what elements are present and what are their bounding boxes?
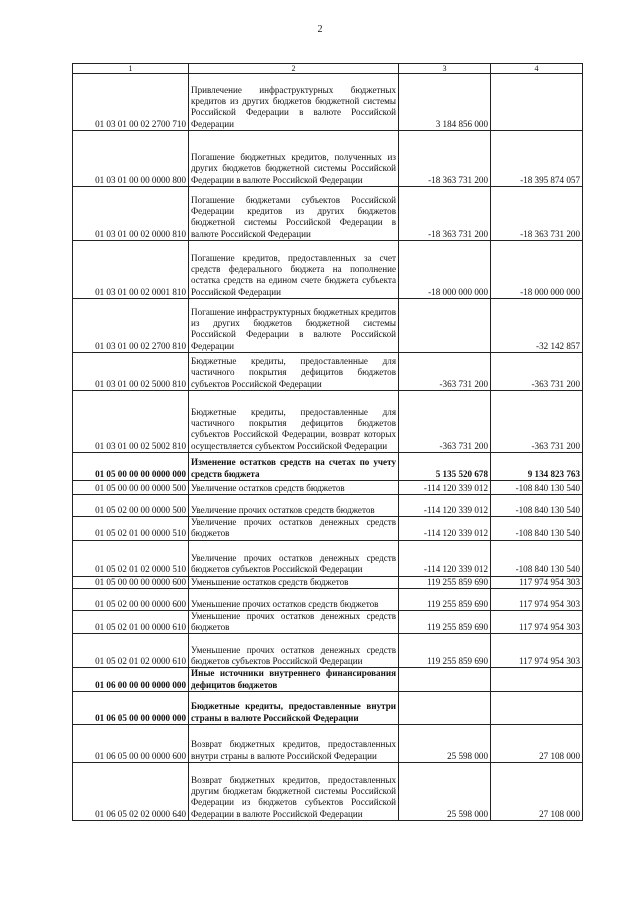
name-cell: Увеличение остатков средств бюджетов: [189, 481, 399, 495]
column-header-3: 3: [399, 64, 491, 74]
value-2023-cell: 25 598 000: [399, 763, 491, 821]
table-row: [73, 610, 583, 634]
name-cell: Бюджетные кредиты, предоставленные внутри страны в валюте Российской Федерации: [189, 692, 399, 725]
value-2023-cell: [399, 668, 491, 692]
code-cell: 01 03 01 00 02 0000 810: [73, 187, 189, 241]
table-row: [73, 241, 583, 299]
code-cell: 01 06 05 02 02 0000 640: [73, 763, 189, 821]
value-2024-cell: [491, 74, 583, 131]
code-cell: 01 06 00 00 00 0000 000: [73, 668, 189, 692]
value-2024-cell: -108 840 130 540: [491, 517, 583, 541]
value-2024-cell: 117 974 954 303: [491, 576, 583, 588]
name-cell: Уменьшение прочих остатков денежных средств бюджетов: [189, 610, 399, 634]
value-2024-cell: 27 108 000: [491, 763, 583, 821]
name-cell: Возврат бюджетных кредитов, предоставленных внутри страны в валюте Российской Федерации: [189, 725, 399, 763]
name-cell: Увеличение прочих остатков средств бюджетов: [189, 495, 399, 517]
value-2024-cell: -108 840 130 540: [491, 495, 583, 517]
table-row: [73, 74, 583, 131]
code-cell: 01 06 05 00 00 0000 600: [73, 725, 189, 763]
code-cell: 01 05 00 00 00 0000 500: [73, 481, 189, 495]
sources-table: [72, 63, 583, 821]
table-row: [73, 692, 583, 725]
code-cell: 01 05 00 00 00 0000 000: [73, 453, 189, 481]
code-cell: 01 05 00 00 00 0000 600: [73, 576, 189, 588]
table-row: [73, 481, 583, 495]
code-cell: 01 05 02 01 00 0000 510: [73, 517, 189, 541]
value-2024-cell: -363 731 200: [491, 353, 583, 391]
table-row: [73, 453, 583, 481]
value-2023-cell: 25 598 000: [399, 725, 491, 763]
value-2023-cell: -114 120 339 012: [399, 540, 491, 576]
value-2024-cell: -32 142 857: [491, 299, 583, 353]
value-2024-cell: 117 974 954 303: [491, 610, 583, 634]
value-2024-cell: 27 108 000: [491, 725, 583, 763]
name-cell: Бюджетные кредиты, предоставленные для частичного покрытия дефицитов бюджетов субъектов Российской Федерации, возврат которых осуществляется субъектом Российской Федерации: [189, 391, 399, 453]
name-cell: Возврат бюджетных кредитов, предоставленных другим бюджетам бюджетной системы Российской Федерации из бюджетов субъектов Российской Федерации в валюте Российской Федерации: [189, 763, 399, 821]
name-cell: Увеличение прочих остатков денежных средств бюджетов: [189, 517, 399, 541]
value-2024-cell: -18 395 874 057: [491, 131, 583, 187]
column-header-4: 4: [491, 64, 583, 74]
value-2023-cell: [399, 299, 491, 353]
code-cell: 01 03 01 00 02 2700 810: [73, 299, 189, 353]
value-2023-cell: -18 000 000 000: [399, 241, 491, 299]
value-2023-cell: -363 731 200: [399, 391, 491, 453]
value-2024-cell: -18 363 731 200: [491, 187, 583, 241]
code-cell: 01 03 01 00 02 2700 710: [73, 74, 189, 131]
value-2023-cell: -18 363 731 200: [399, 131, 491, 187]
column-number-row: [73, 64, 583, 74]
table-row: [73, 517, 583, 541]
name-cell: Бюджетные кредиты, предоставленные для частичного покрытия дефицитов бюджетов субъектов Российской Федерации: [189, 353, 399, 391]
code-cell: 01 05 02 00 00 0000 500: [73, 495, 189, 517]
table-row: [73, 576, 583, 588]
table-row: [73, 668, 583, 692]
name-cell: Погашение кредитов, предоставленных за счет средств федерального бюджета на пополнение остатка средств на едином счете бюджета субъекта Российской Федерации: [189, 241, 399, 299]
table-row: [73, 725, 583, 763]
table-row: [73, 299, 583, 353]
name-cell: Увеличение прочих остатков денежных средств бюджетов субъектов Российской Федерации: [189, 540, 399, 576]
code-cell: 01 05 02 01 02 0000 510: [73, 540, 189, 576]
value-2023-cell: 3 184 856 000: [399, 74, 491, 131]
value-2023-cell: 119 255 859 690: [399, 634, 491, 668]
table-row: [73, 391, 583, 453]
value-2024-cell: -363 731 200: [491, 391, 583, 453]
value-2024-cell: 9 134 823 763: [491, 453, 583, 481]
code-cell: 01 05 02 01 00 0000 610: [73, 610, 189, 634]
value-2023-cell: -114 120 339 012: [399, 481, 491, 495]
code-cell: 01 06 05 00 00 0000 000: [73, 692, 189, 725]
value-2023-cell: [399, 692, 491, 725]
code-cell: 01 03 01 00 00 0000 800: [73, 131, 189, 187]
code-cell: 01 03 01 00 02 5002 810: [73, 391, 189, 453]
value-2024-cell: [491, 668, 583, 692]
name-cell: Изменение остатков средств на счетах по учету средств бюджета: [189, 453, 399, 481]
code-cell: 01 05 02 00 00 0000 600: [73, 588, 189, 610]
value-2024-cell: 117 974 954 303: [491, 588, 583, 610]
value-2024-cell: 117 974 954 303: [491, 634, 583, 668]
table-row: [73, 495, 583, 517]
value-2023-cell: 119 255 859 690: [399, 588, 491, 610]
name-cell: Погашение бюджетных кредитов, полученных из других бюджетов бюджетной системы Российской Федерации в валюте Российской Федерации: [189, 131, 399, 187]
value-2023-cell: -363 731 200: [399, 353, 491, 391]
value-2023-cell: -114 120 339 012: [399, 495, 491, 517]
table-row: [73, 131, 583, 187]
table-row: [73, 763, 583, 821]
value-2024-cell: -108 840 130 540: [491, 540, 583, 576]
name-cell: Привлечение инфраструктурных бюджетных кредитов из других бюджетов бюджетной системы Российской Федерации в валюте Российской Федерации: [189, 74, 399, 131]
name-cell: Уменьшение остатков средств бюджетов: [189, 576, 399, 588]
table-row: [73, 634, 583, 668]
page-number: 2: [317, 24, 323, 35]
column-header-1: 1: [73, 64, 189, 74]
code-cell: 01 03 01 00 02 5000 810: [73, 353, 189, 391]
value-2023-cell: 5 135 520 678: [399, 453, 491, 481]
value-2023-cell: 119 255 859 690: [399, 610, 491, 634]
value-2024-cell: [491, 692, 583, 725]
table-row: [73, 540, 583, 576]
name-cell: Уменьшение прочих остатков денежных средств бюджетов субъектов Российской Федерации: [189, 634, 399, 668]
name-cell: Погашение бюджетами субъектов Российской Федерации кредитов из других бюджетов бюджетной системы Российской Федерации в валюте Российской Федерации: [189, 187, 399, 241]
value-2023-cell: -18 363 731 200: [399, 187, 491, 241]
value-2023-cell: 119 255 859 690: [399, 576, 491, 588]
code-cell: 01 05 02 01 02 0000 610: [73, 634, 189, 668]
value-2024-cell: -108 840 130 540: [491, 481, 583, 495]
table-row: [73, 588, 583, 610]
column-header-2: 2: [189, 64, 399, 74]
table-row: [73, 353, 583, 391]
name-cell: Уменьшение прочих остатков средств бюджетов: [189, 588, 399, 610]
name-cell: Иные источники внутреннего финансирования дефицитов бюджетов: [189, 668, 399, 692]
value-2024-cell: -18 000 000 000: [491, 241, 583, 299]
code-cell: 01 03 01 00 02 0001 810: [73, 241, 189, 299]
table-row: [73, 187, 583, 241]
name-cell: Погашение инфраструктурных бюджетных кредитов из других бюджетов бюджетной системы Российской Федерации в валюте Российской Федерации: [189, 299, 399, 353]
value-2023-cell: -114 120 339 012: [399, 517, 491, 541]
